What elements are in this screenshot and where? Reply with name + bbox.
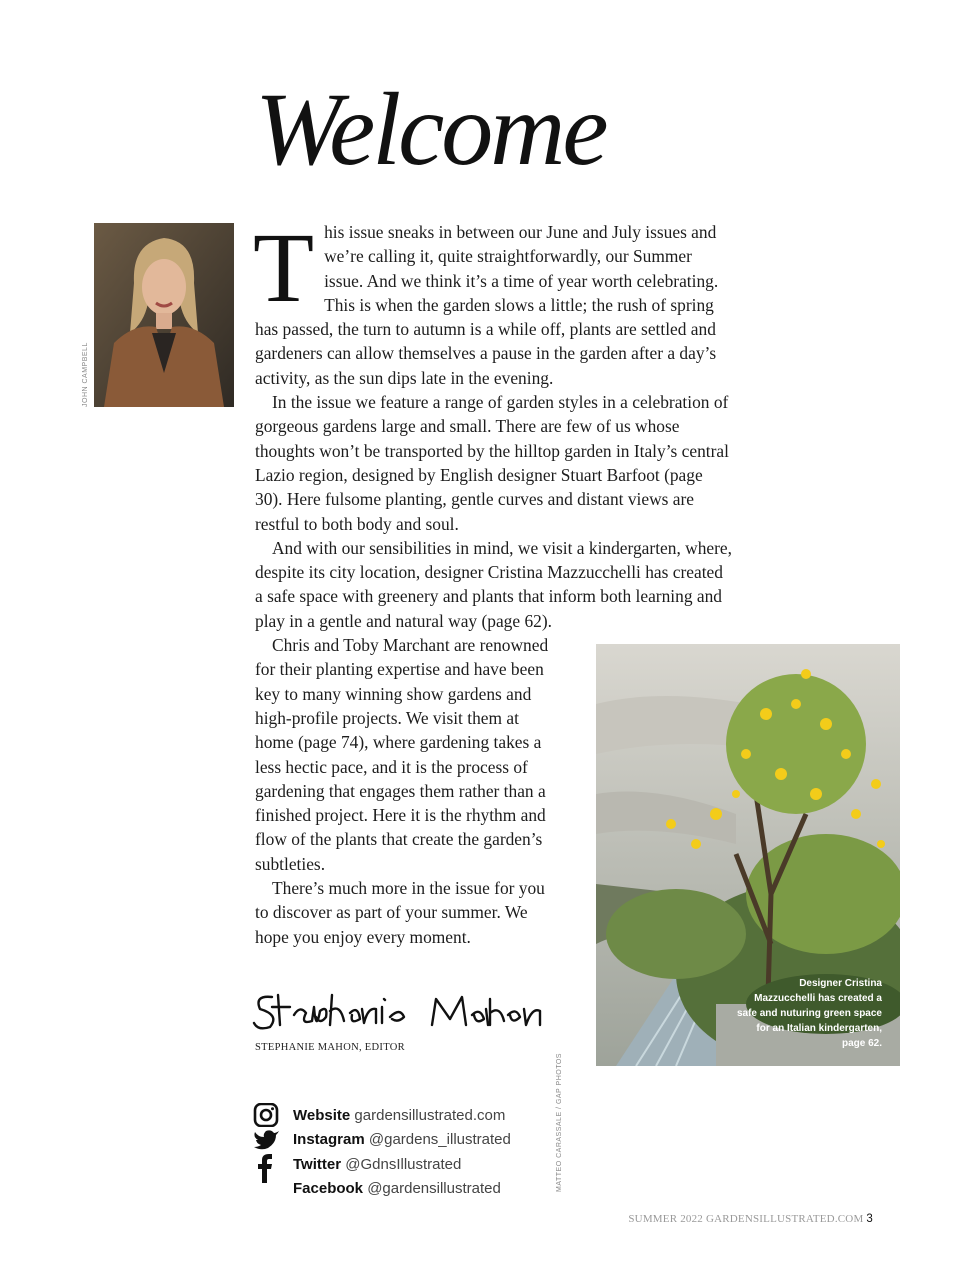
instagram-icon xyxy=(253,1103,283,1127)
drop-cap: T xyxy=(253,212,315,323)
social-label: Instagram xyxy=(293,1131,365,1149)
paragraph-3: And with our sensibilities in mind, we visit a kindergarten, where, despite its city location, designer Cristina Mazzucchelli has created a safe space with greenery and plants that inform both learning and play in a gentle and natural way (page 62). xyxy=(255,537,732,631)
paragraph-5: There’s much more in the issue for you to discover as part of your summer. We hope you enjoy every moment. xyxy=(255,878,545,947)
photo-caption: Designer Cristina Mazzucchelli has created a safe and nuturing green space for an Italian kindergarten, page 62. xyxy=(736,978,882,1050)
editor-signature xyxy=(250,985,550,1035)
portrait-image xyxy=(94,223,234,407)
footer-text: SUMMER 2022 GARDENSILLUSTRATED.COM xyxy=(628,1213,864,1225)
page-number: 3 xyxy=(866,1213,873,1225)
social-links xyxy=(253,1103,511,1201)
page-footer xyxy=(628,1213,873,1225)
social-website[interactable] xyxy=(253,1103,511,1128)
social-facebook[interactable] xyxy=(253,1177,511,1202)
social-value[interactable]: gardensillustrated.com xyxy=(354,1106,506,1124)
social-label: Facebook xyxy=(293,1180,364,1198)
article-body xyxy=(253,212,882,1066)
page-title: Welcome xyxy=(255,72,606,187)
signature-image xyxy=(250,985,550,1035)
facebook-icon xyxy=(253,1152,283,1176)
social-value[interactable]: @GdnsIllustrated xyxy=(345,1155,462,1173)
social-label: Twitter xyxy=(293,1155,342,1173)
kindergarten-photo xyxy=(596,644,900,1066)
editor-portrait xyxy=(94,223,234,407)
editor-name: STEPHANIE MAHON, EDITOR xyxy=(255,1042,405,1053)
social-instagram[interactable] xyxy=(253,1128,511,1153)
paragraph-1: This issue sneaks in between our June and July issues and we’re calling it, quite straightforwardly, our Summer issue. And we think it’s a time of year worth celebrating. This is when the garden slows a little; the rush of spring has passed, the turn to autumn is a while off, plants are settled and gardeners can allow themselves a pause in the garden after a day’s activity, as the sun dips late in the evening. xyxy=(253,212,719,388)
social-twitter[interactable] xyxy=(253,1152,511,1177)
paragraph-4: Designer Cristina Mazzucchelli has created a safe and nuturing green space for an Italian kindergarten, page 62. Chris and Toby Marchant are renowned for their planting expertise and have been key to many winning show gardens and high-profile projects. We visit them at home (page 74), where gardening takes a less hectic pace, and it is the process of gardening that engages them rather than a finished project. Here it is the rhythm and flow of the plants that create the garden’s subtleties. xyxy=(255,633,733,876)
portrait-credit: JOHN CAMPBELL xyxy=(82,342,89,407)
twitter-icon xyxy=(253,1128,283,1152)
social-value[interactable]: @gardensillustrated xyxy=(367,1180,501,1198)
social-label: Website xyxy=(293,1106,351,1124)
photo-credit: MATTEO CARASSALE / GAP PHOTOS xyxy=(556,1053,563,1192)
social-value[interactable]: @gardens_illustrated xyxy=(368,1131,511,1149)
paragraph-2: In the issue we feature a range of garden styles in a celebration of gorgeous gardens large and small. There are few of us whose thoughts won’t be transported by the hilltop garden in Italy’s central Lazio region, designed by English designer Stuart Barfoot (page 30). Here fulsome planting, gentle curves and distant views are restful to both body and soul. xyxy=(255,392,729,534)
